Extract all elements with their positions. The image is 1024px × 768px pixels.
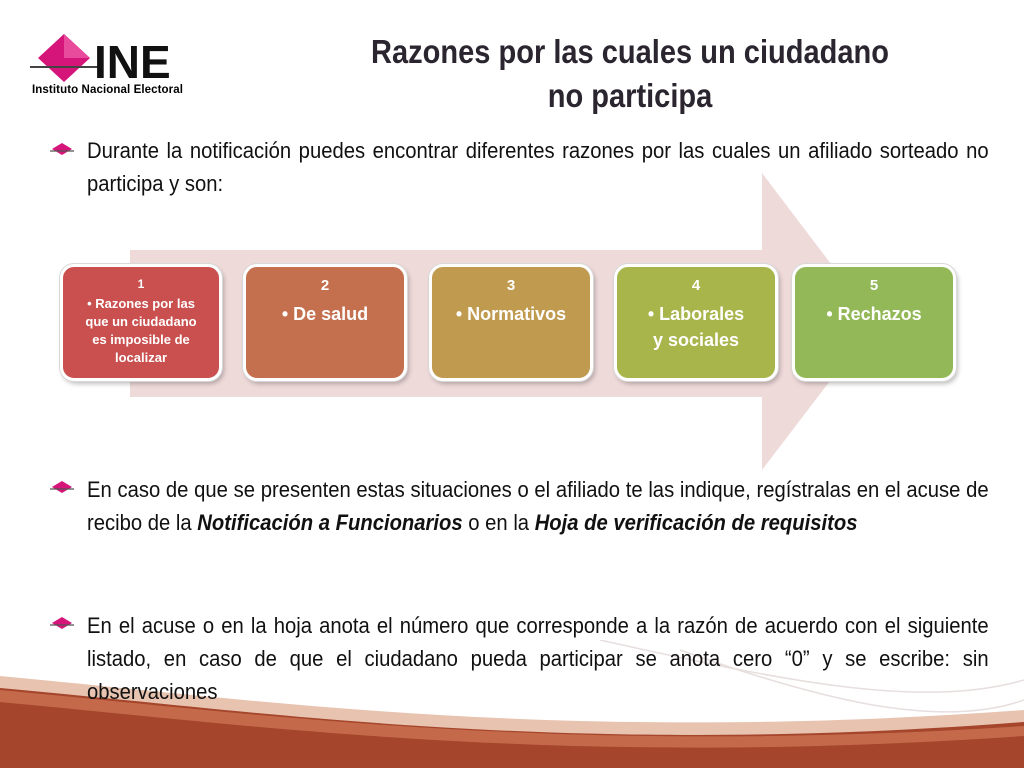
reason-box-3 [429, 264, 593, 381]
reason-box-4 [614, 264, 778, 381]
instructions-text-1: En caso de que se presenten estas situaciones o el afiliado te las indique, regístralas en el acuse de recibo de la [87, 477, 989, 535]
verification-sheet-name: Hoja de verificación de requisitos [534, 510, 858, 535]
reason-box-2 [243, 264, 407, 381]
page-title [340, 30, 921, 118]
org-name: Instituto Nacional Electoral [32, 84, 184, 96]
intro-paragraph: Durante la notificación puedes encontrar diferentes razones por las cuales un afiliado sorteado no participa y son: [87, 138, 989, 196]
reason-label: • De salud [281, 304, 369, 324]
reason-label: • Normativos [455, 304, 567, 324]
reason-label: • Laborales y sociales [647, 304, 745, 350]
reason-label: • Rechazos [826, 304, 922, 324]
reason-box-5 [792, 264, 956, 381]
instructions-paragraph [87, 473, 989, 539]
reason-box-1 [60, 264, 222, 381]
notification-form-name: Notificación a Funcionarios [197, 510, 463, 535]
title-line-2: no participa [547, 77, 713, 114]
diamond-bullet-icon [50, 616, 74, 630]
instructions-text-2: o en la [462, 510, 535, 535]
reason-number: 2 [320, 277, 330, 294]
title-line-1: Razones por las cuales un ciudadano [370, 33, 890, 70]
reason-number: 3 [506, 277, 516, 294]
diamond-bullet-icon [50, 142, 74, 156]
diamond-bullet-icon [50, 480, 74, 494]
listing-paragraph: En el acuse o en la hoja anota el número que corresponde a la razón de acuerdo con el siguiente listado, en caso de que el ciudadano pueda participar se anota cero “0” y se escribe: sin observaciones [87, 613, 989, 704]
reason-number: 4 [691, 277, 701, 294]
svg-text:INE: INE [94, 36, 171, 88]
reason-number: 5 [869, 277, 879, 294]
reason-label: • Razones por las que un ciudadano es imposible de localizar [85, 296, 197, 365]
reason-number: 1 [137, 277, 145, 291]
